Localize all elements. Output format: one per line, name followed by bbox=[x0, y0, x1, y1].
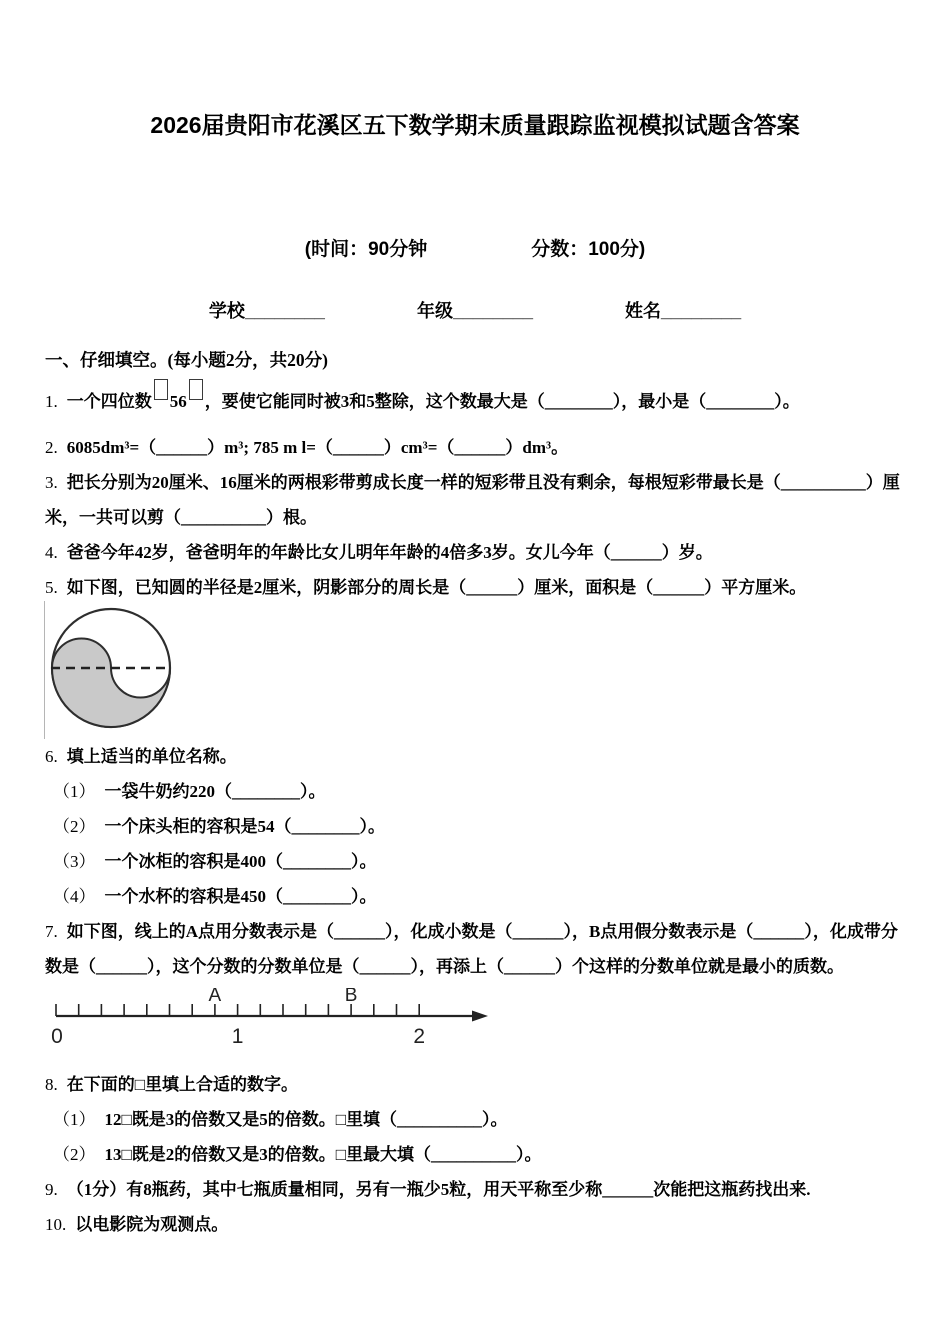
item-number: （2） bbox=[53, 1145, 96, 1164]
figure-border-line bbox=[44, 601, 45, 739]
school-field: 学校________ bbox=[208, 301, 325, 321]
question-6-item-4 bbox=[45, 879, 905, 914]
question-8-number: 8. bbox=[45, 1075, 58, 1094]
question-4-number: 4. bbox=[45, 543, 58, 562]
question-7-text: 如下图，线上的A点用分数表示是（______），化成小数是（______），B点用假分数表示是（______），化成带分数是（______），这个分数的分数单位是（______），再添上（______）个这样的分数单位就是最小的质数。 bbox=[45, 922, 898, 976]
time-label: (时间：90分钟 bbox=[304, 239, 428, 260]
tick-label-1: 1 bbox=[231, 1025, 244, 1048]
item-number: （4） bbox=[53, 887, 96, 906]
blank-box-icon bbox=[154, 379, 168, 400]
question-3-number: 3. bbox=[45, 473, 58, 492]
point-b-label: B bbox=[344, 988, 358, 1006]
name-field: 姓名________ bbox=[625, 301, 742, 321]
question-2-number: 2. bbox=[45, 438, 58, 457]
arrowhead-icon bbox=[472, 1011, 488, 1022]
item-number: （3） bbox=[53, 852, 96, 871]
tick-label-2: 2 bbox=[413, 1025, 426, 1048]
item-text: 13□既是2的倍数又是3的倍数。□里最大填（__________）。 bbox=[104, 1145, 542, 1164]
question-1-number: 1. bbox=[45, 392, 58, 411]
item-text: 一个冰柜的容积是400（________）。 bbox=[104, 852, 377, 871]
yin-yang-circle-figure bbox=[47, 605, 179, 733]
item-text: 一个床头柜的容积是54（________）。 bbox=[104, 817, 385, 836]
score-label: 分数：100分) bbox=[531, 239, 646, 260]
blank-box-icon bbox=[189, 379, 203, 400]
question-6 bbox=[45, 739, 905, 774]
question-6-number: 6. bbox=[45, 747, 58, 766]
question-10-text: 以电影院为观测点。 bbox=[75, 1215, 229, 1234]
question-4-text: 爸爸今年42岁，爸爸明年的年龄比女儿明年年龄的4倍多3岁。女儿今年（______）岁。 bbox=[66, 543, 713, 562]
question-10-number: 10. bbox=[45, 1215, 67, 1234]
question-10 bbox=[45, 1207, 905, 1242]
question-1-text-post: ，要使它能同时被3和5整除，这个数最大是（________），最小是（________）。 bbox=[204, 392, 800, 411]
question-6-item-1 bbox=[45, 774, 905, 809]
question-2 bbox=[45, 430, 905, 465]
question-9 bbox=[45, 1172, 905, 1207]
question-6-item-3 bbox=[45, 844, 905, 879]
question-9-number: 9. bbox=[45, 1180, 58, 1199]
number-line-figure bbox=[48, 988, 498, 1052]
point-a-label: A bbox=[208, 988, 222, 1006]
item-number: （1） bbox=[53, 782, 96, 801]
question-4 bbox=[45, 535, 905, 570]
question-1-digits: 56 bbox=[169, 392, 187, 411]
question-1 bbox=[45, 379, 905, 419]
grade-field: 年级________ bbox=[416, 301, 534, 321]
question-5-text: 如下图，已知圆的半径是2厘米，阴影部分的周长是（______）厘米，面积是（______）平方厘米。 bbox=[66, 578, 807, 597]
item-text: 一袋牛奶约220（________）。 bbox=[104, 782, 326, 801]
exam-meta-line bbox=[45, 238, 905, 262]
item-text: 一个水杯的容积是450（________）。 bbox=[104, 887, 377, 906]
item-number: （1） bbox=[53, 1110, 96, 1129]
question-8-text: 在下面的□里填上合适的数字。 bbox=[66, 1075, 299, 1094]
section-1-heading: 一、仔细填空。(每小题2分，共20分) bbox=[45, 350, 328, 370]
question-1-text-pre: 一个四位数 bbox=[66, 392, 152, 411]
question-8 bbox=[45, 1067, 905, 1102]
question-7 bbox=[45, 914, 905, 984]
question-6-text: 填上适当的单位名称。 bbox=[66, 747, 237, 766]
question-5-number: 5. bbox=[45, 578, 58, 597]
question-8-item-1 bbox=[45, 1102, 905, 1137]
item-text: 12□既是3的倍数又是5的倍数。□里填（__________）。 bbox=[104, 1110, 508, 1129]
question-3 bbox=[45, 465, 905, 535]
question-8-item-2 bbox=[45, 1137, 905, 1172]
question-2-text: 6085dm³=（______）m³; 785 m l=（______）cm³=（______）dm³。 bbox=[66, 438, 569, 457]
question-7-number: 7. bbox=[45, 922, 58, 941]
item-number: （2） bbox=[53, 817, 96, 836]
page-title: 2026届贵阳市花溪区五下数学期末质量跟踪监视模拟试题含答案 bbox=[150, 112, 800, 138]
question-5 bbox=[45, 570, 905, 605]
tick-marks bbox=[56, 1004, 419, 1016]
question-3-text: 把长分别为20厘米、16厘米的两根彩带剪成长度一样的短彩带且没有剩余，每根短彩带最长是（__________）厘米，一共可以剪（__________）根。 bbox=[45, 473, 900, 527]
question-9-text: （1分）有8瓶药，其中七瓶质量相同，另有一瓶少5粒，用天平称至少称______次能把这瓶药找出来. bbox=[66, 1180, 811, 1199]
question-6-item-2 bbox=[45, 809, 905, 844]
tick-label-0: 0 bbox=[51, 1025, 63, 1048]
question-5-figure bbox=[47, 605, 179, 733]
student-fields-line bbox=[45, 299, 905, 323]
